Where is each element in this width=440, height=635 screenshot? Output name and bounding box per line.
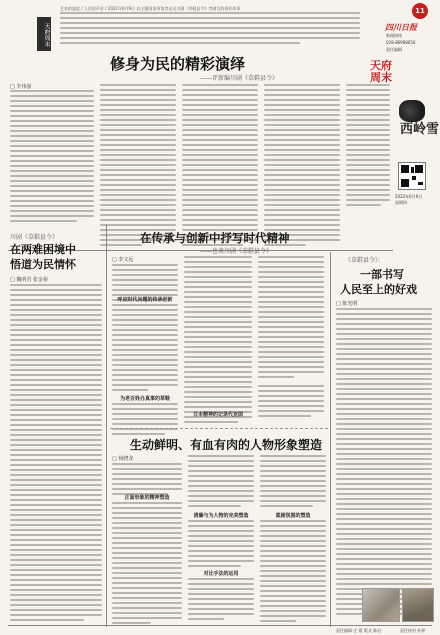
editor-label: 责任编辑 — [386, 47, 402, 52]
article1-col5 — [346, 84, 390, 209]
article5-col1b — [112, 502, 182, 627]
qr-code-icon — [398, 162, 426, 190]
article3-col3a — [258, 256, 324, 381]
article3-subhead-2: 为老百姓办真事的草鞋 — [119, 396, 170, 402]
column-logo: 天府周末 — [370, 59, 392, 84]
article1-col3 — [182, 84, 258, 249]
article5-col3a — [260, 455, 326, 510]
article3-author: □ 李文远 — [112, 257, 134, 263]
article2-kicker: 川剧《草鞋县令》 — [10, 234, 59, 241]
article5-col2b — [188, 520, 254, 570]
article1-title: 修身为民的精彩演绎 — [110, 55, 246, 73]
stage-photo-right-2 — [402, 588, 434, 622]
article2-author: □ 魏明君 张金菊 — [10, 277, 48, 283]
article5-subhead-1: 正面形象的精神塑造 — [124, 495, 170, 501]
article1-author: □ 李伟强 — [10, 84, 32, 90]
article4-title-line1: 一部书写 — [360, 268, 404, 281]
article3-title: 在传承与创新中抒写时代精神 — [140, 231, 290, 245]
article1-col4 — [264, 84, 340, 249]
article1-subtitle: ——评新编川剧《草鞋县令》 — [200, 75, 279, 82]
article3-subhead-3: 日本精神的记录代亚面 — [192, 412, 243, 418]
divider-vertical-left — [106, 225, 107, 627]
section-tab: 天府周末 — [37, 17, 51, 51]
article5-col2a — [188, 455, 254, 510]
article5-col3b — [260, 520, 326, 625]
masthead-intro-lines — [60, 12, 360, 47]
phone-label: 新闻热线 — [386, 33, 402, 38]
footer-editor: 责任编辑 庄 霞 版式 陈启 — [336, 628, 382, 633]
article5-title: 生动鲜明、有血有肉的人物形象塑造 — [130, 438, 323, 452]
article4-kicker: 《草鞋县令》： — [345, 257, 385, 264]
article5-col1a — [112, 463, 182, 498]
issue-date: 2022年6月9日 — [395, 194, 423, 199]
article1-col2 — [100, 84, 176, 249]
article5-author: □ 杨晓龙 — [112, 456, 134, 462]
masthead-intro: 艺术的温度 / 人民的声音 / 2022年6月9日 以主题阅读带读者走近川剧《草鞋县令》等剧目的创作故事 — [60, 6, 241, 11]
article5-col2c — [188, 578, 254, 623]
article4-author: □ 陈光明 — [336, 301, 358, 307]
article2-title-line2: 悟道为民情怀 — [10, 258, 76, 271]
article5-subhead-4: 喜剧氛围的塑造 — [275, 513, 311, 519]
divider-vertical-right — [330, 252, 331, 627]
issue-weekday: 星期四 — [395, 200, 407, 205]
article3-subhead-1: 呼应时代问题的传承创新 — [117, 297, 173, 303]
article4-title-line2: 人民至上的好戏 — [340, 283, 417, 296]
footer-proof: 责任校对 杜婷 — [400, 628, 426, 633]
article4-col — [336, 308, 432, 618]
article2-title-line1: 在两难困境中 — [10, 243, 76, 256]
article3-col1c — [112, 403, 178, 438]
article3-subtitle: ——也谈川剧《草鞋县令》 — [200, 248, 273, 255]
divider-middle — [110, 428, 328, 429]
article5-subhead-2: 清廉与为人物的完美塑造 — [193, 513, 249, 519]
article3-col2 — [184, 256, 252, 426]
page-number-badge: 11 — [412, 3, 428, 19]
article5-subhead-3: 对比手法的运用 — [203, 571, 239, 577]
stage-photo-right — [362, 588, 400, 622]
footer-rule — [8, 625, 432, 626]
article2-col1 — [10, 284, 102, 624]
article3-col1b — [112, 304, 178, 394]
paper-name: 四川日报 — [385, 22, 417, 32]
article3-col3b — [258, 385, 324, 420]
article1-col1 — [10, 90, 94, 225]
column-name: 西岭雪 — [400, 122, 440, 137]
phone: 028-86968050 — [386, 40, 416, 45]
